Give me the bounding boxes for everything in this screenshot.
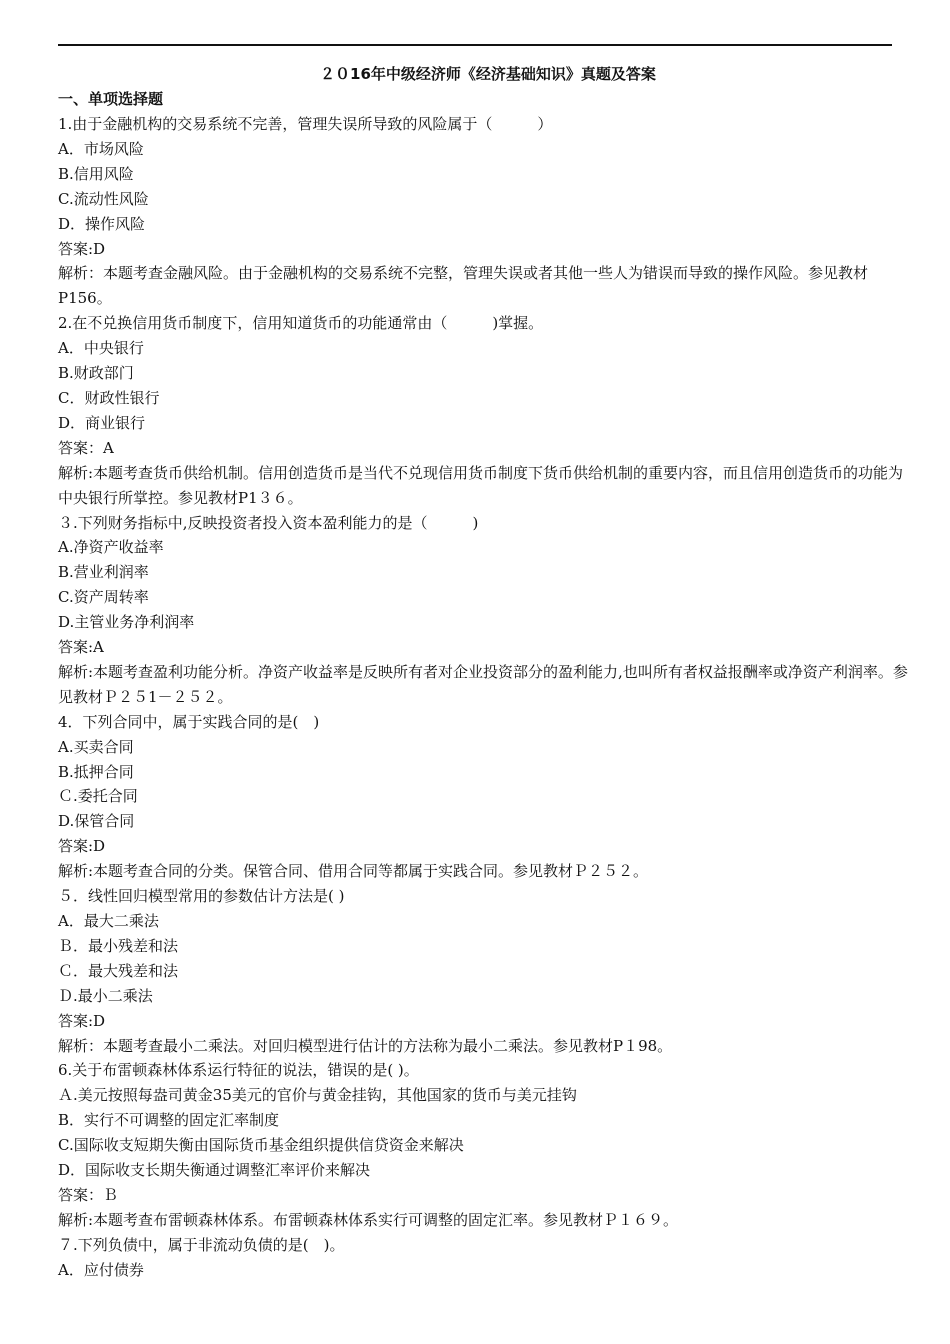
text-line: A．中央银行 (58, 339, 144, 358)
text-line: 解析：本题考查最小二乘法。对回归模型进行估计的方法称为最小二乘法。参见教材P１98。 (58, 1036, 673, 1055)
text-line: 答案:A (58, 638, 104, 657)
text-line: 4．下列合同中，属于实践合同的是( ) (58, 712, 320, 731)
text-line: D.主管业务净利润率 (58, 613, 195, 632)
text-line: B.抵押合同 (58, 762, 134, 781)
text-line: 解析:本题考查布雷顿森林体系。布雷顿森林体系实行可调整的固定汇率。参见教材Ｐ１６９。 (58, 1210, 679, 1229)
text-line: B．实行不可调整的固定汇率制度 (58, 1111, 280, 1130)
text-line: A．最大二乘法 (58, 912, 159, 930)
text-line: B.财政部门 (58, 364, 134, 383)
text-line: C.资产周转率 (58, 588, 149, 607)
text-line: A.买卖合同 (58, 737, 134, 756)
text-line: Ｃ.委托合同 (58, 787, 138, 806)
text-line: 答案:D (58, 837, 106, 856)
text-line: 解析:本题考查合同的分类。保管合同、借用合同等都属于实践合同。参见教材Ｐ２５２。 (58, 862, 649, 881)
section-heading: 一、单项选择题 (58, 90, 164, 108)
text-line: C．财政性银行 (58, 388, 160, 407)
text-line: C.流动性风险 (58, 189, 149, 208)
text-line: D．国际收支长期失衡通过调整汇率评价来解决 (58, 1161, 371, 1180)
text-line: C.国际收支短期失衡由国际货币基金组织提供信贷资金来解决 (58, 1136, 464, 1155)
text-line: 6.关于布雷顿森林体系运行特征的说法，错误的是( )。 (58, 1061, 419, 1080)
text-line: 解析:本题考查盈利功能分析。净资产收益率是反映所有者对企业投资部分的盈利能力,也叫所有者权益报酬率或净资产利润率。参见教材Ｐ２５1－２５２。 (58, 662, 908, 706)
text-line: Ｃ．最大残差和法 (58, 961, 179, 980)
text-line: B.信用风险 (58, 164, 134, 183)
text-line: 答案:D (58, 1011, 106, 1030)
text-line: Ｂ．最小残差和法 (58, 936, 179, 955)
text-line: A.净资产收益率 (58, 538, 164, 557)
text-line: D.保管合同 (58, 812, 135, 831)
text-line: ３.下列财务指标中,反映投资者投入资本盈利能力的是（ ) (58, 513, 479, 532)
text-line: ５．线性回归模型常用的参数估计方法是( ) (58, 887, 345, 906)
text-line: Ｄ.最小二乘法 (58, 986, 153, 1005)
text-line: D．商业银行 (58, 413, 146, 432)
text-line: 1.由于金融机构的交易系统不完善，管理失误所导致的风险属于（ ） (58, 115, 553, 133)
document-body (58, 62, 908, 1283)
text-line: D．操作风险 (58, 214, 146, 233)
text-line: 答案：Ｂ (58, 1185, 119, 1204)
question-list (58, 112, 908, 1283)
text-line: B.营业利润率 (58, 563, 149, 582)
text-line: 解析:本题考查货币供给机制。信用创造货币是当代不兑现信用货币制度下货币供给机制的重要内容，而且信用创造货币的功能为中央银行所掌控。参见教材P1３６。 (58, 463, 904, 507)
text-line: ７.下列负债中，属于非流动负债的是( )。 (58, 1235, 345, 1254)
text-line: A．应付债券 (58, 1260, 144, 1279)
text-line: 2.在不兑换信用货币制度下，信用知道货币的功能通常由（ )掌握。 (58, 314, 544, 333)
text-line: 答案：A (58, 438, 114, 457)
header-rule (58, 44, 892, 46)
document-title: ２０16年中级经济师《经济基础知识》真题及答案 (320, 65, 656, 83)
text-line: 答案:D (58, 239, 106, 258)
text-line: Ａ.美元按照每盎司黄金35美元的官价与黄金挂钩，其他国家的货币与美元挂钩 (58, 1086, 577, 1105)
text-line: 解析：本题考查金融风险。由于金融机构的交易系统不完整，管理失误或者其他一些人为错误而导致的操作风险。参见教材P156。 (58, 264, 869, 308)
text-line: A．市场风险 (58, 139, 144, 158)
